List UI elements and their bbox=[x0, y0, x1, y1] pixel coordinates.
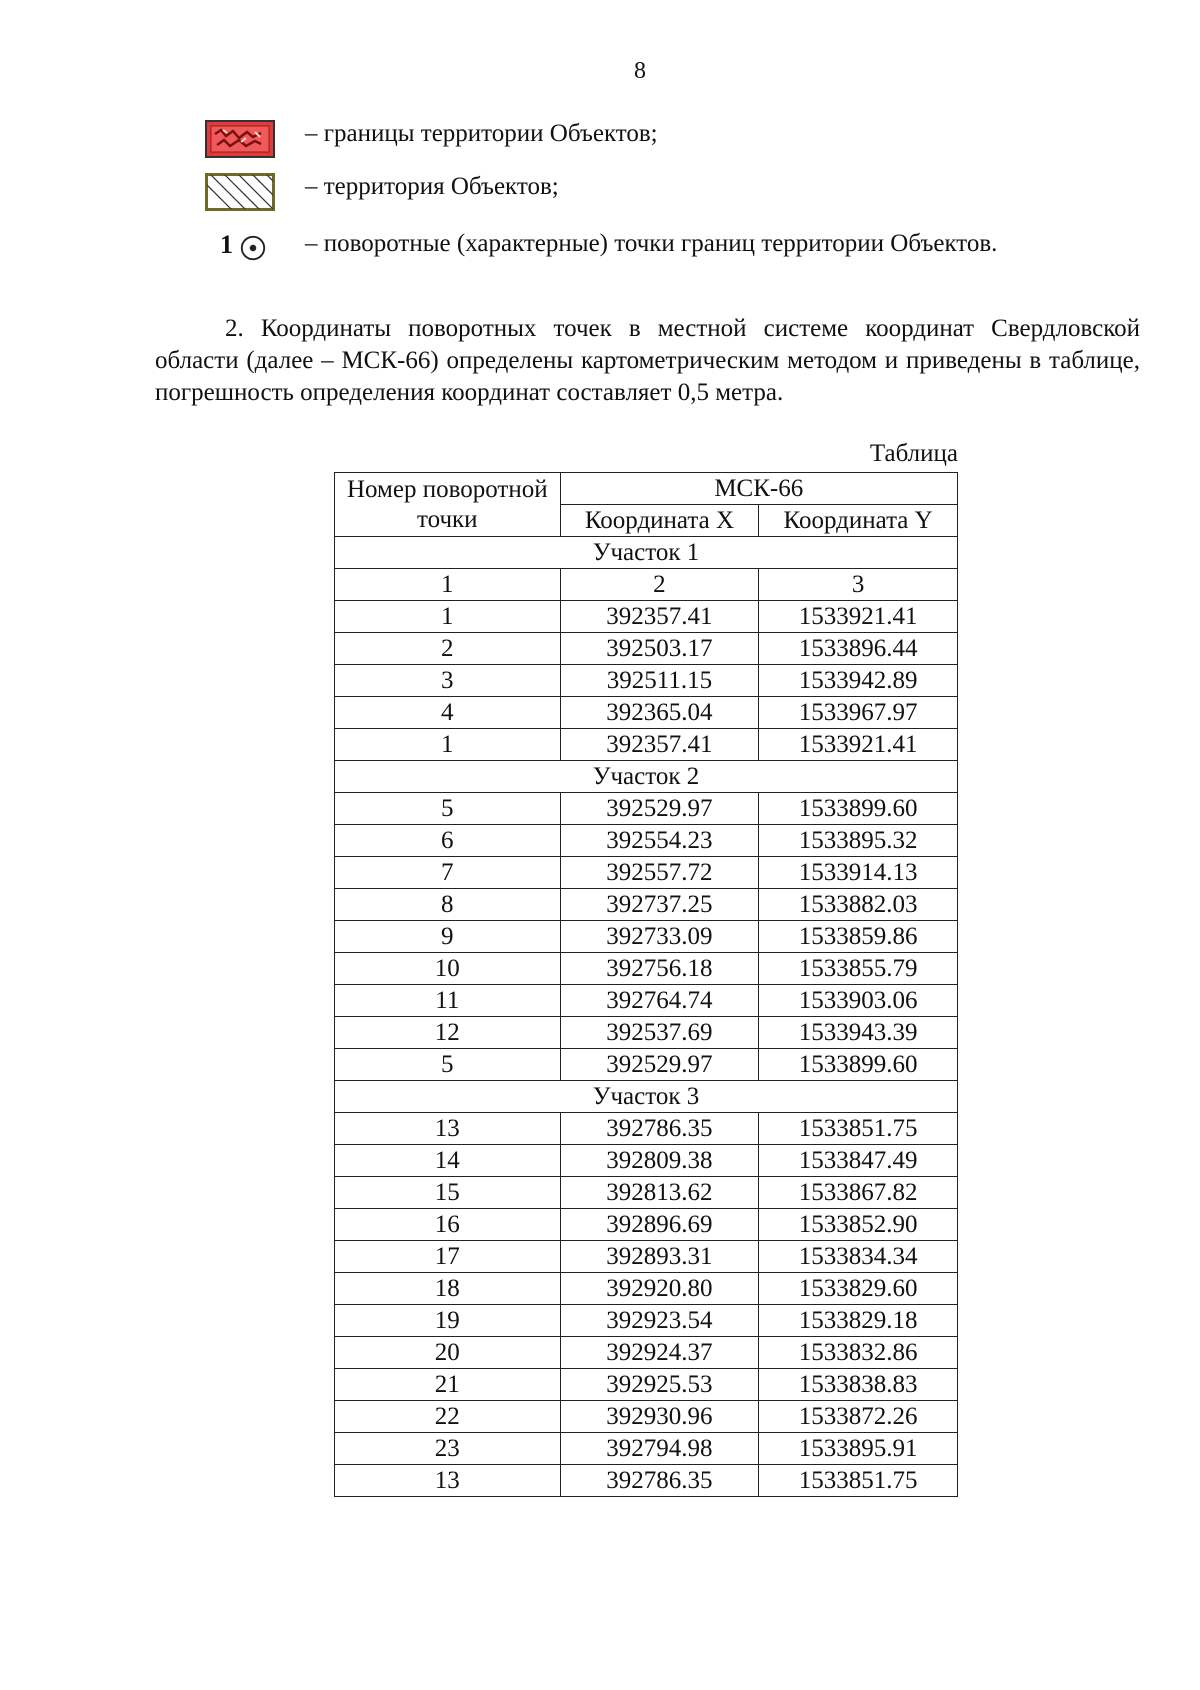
section-row bbox=[335, 761, 958, 793]
coordinates-paragraph: 2. Координаты поворотных точек в местной системе координат Свердловской области (далее – МСК-66) определены картометрическим методом и приведены в таблице, погрешность определения координат составляет 0,5 метра. bbox=[155, 315, 1140, 406]
table-row bbox=[335, 953, 958, 985]
section-title: Участок 1 bbox=[335, 537, 958, 569]
cell-coordinate-x: 392923.54 bbox=[560, 1305, 759, 1337]
cell-coordinate-x: 392357.41 bbox=[560, 601, 759, 633]
cell-point-number: 22 bbox=[335, 1401, 561, 1433]
cell-coordinate-x: 392554.23 bbox=[560, 825, 759, 857]
table-row bbox=[335, 1337, 958, 1369]
table-row bbox=[335, 1177, 958, 1209]
column-number: 1 bbox=[335, 569, 561, 601]
header-point-number: Номер поворотной точки bbox=[335, 473, 561, 537]
cell-coordinate-x: 392537.69 bbox=[560, 1017, 759, 1049]
cell-coordinate-y: 1533921.41 bbox=[759, 729, 958, 761]
cell-coordinate-x: 392925.53 bbox=[560, 1369, 759, 1401]
cell-point-number: 11 bbox=[335, 985, 561, 1017]
cell-coordinate-y: 1533914.13 bbox=[759, 857, 958, 889]
cell-coordinate-x: 392786.35 bbox=[560, 1465, 759, 1497]
header-coordinate-system: МСК-66 bbox=[560, 473, 957, 505]
cell-point-number: 12 bbox=[335, 1017, 561, 1049]
cell-coordinate-x: 392813.62 bbox=[560, 1177, 759, 1209]
legend-text-boundary: – границы территории Объектов; bbox=[305, 120, 658, 147]
table-row bbox=[335, 1273, 958, 1305]
cell-coordinate-x: 392893.31 bbox=[560, 1241, 759, 1273]
cell-point-number: 21 bbox=[335, 1369, 561, 1401]
table-row bbox=[335, 1017, 958, 1049]
cell-coordinate-x: 392529.97 bbox=[560, 1049, 759, 1081]
cell-coordinate-x: 392764.74 bbox=[560, 985, 759, 1017]
cell-coordinate-x: 392365.04 bbox=[560, 697, 759, 729]
cell-coordinate-y: 1533899.60 bbox=[759, 793, 958, 825]
table-row bbox=[335, 1049, 958, 1081]
cell-coordinate-x: 392756.18 bbox=[560, 953, 759, 985]
cell-coordinate-y: 1533872.26 bbox=[759, 1401, 958, 1433]
cell-coordinate-y: 1533899.60 bbox=[759, 1049, 958, 1081]
cell-point-number: 16 bbox=[335, 1209, 561, 1241]
table-row bbox=[335, 857, 958, 889]
cell-coordinate-x: 392557.72 bbox=[560, 857, 759, 889]
turning-point-symbol bbox=[205, 230, 275, 268]
cell-point-number: 14 bbox=[335, 1145, 561, 1177]
table-row bbox=[335, 665, 958, 697]
cell-coordinate-x: 392924.37 bbox=[560, 1337, 759, 1369]
cell-point-number: 23 bbox=[335, 1433, 561, 1465]
table-row bbox=[335, 1433, 958, 1465]
table-row bbox=[335, 1465, 958, 1497]
table-row bbox=[335, 1369, 958, 1401]
column-number: 2 bbox=[560, 569, 759, 601]
table-row bbox=[335, 1209, 958, 1241]
cell-point-number: 19 bbox=[335, 1305, 561, 1337]
cell-coordinate-x: 392503.17 bbox=[560, 633, 759, 665]
table-row bbox=[335, 889, 958, 921]
table-row bbox=[335, 729, 958, 761]
cell-coordinate-x: 392733.09 bbox=[560, 921, 759, 953]
cell-point-number: 18 bbox=[335, 1273, 561, 1305]
column-number-row bbox=[335, 569, 958, 601]
cell-point-number: 8 bbox=[335, 889, 561, 921]
cell-point-number: 17 bbox=[335, 1241, 561, 1273]
cell-coordinate-y: 1533967.97 bbox=[759, 697, 958, 729]
cell-coordinate-y: 1533851.75 bbox=[759, 1465, 958, 1497]
hatched-territory-swatch-icon bbox=[205, 173, 275, 211]
cell-coordinate-x: 392529.97 bbox=[560, 793, 759, 825]
cell-coordinate-x: 392930.96 bbox=[560, 1401, 759, 1433]
section-row bbox=[335, 537, 958, 569]
cell-coordinate-y: 1533852.90 bbox=[759, 1209, 958, 1241]
cell-coordinate-y: 1533829.18 bbox=[759, 1305, 958, 1337]
table-caption: Таблица bbox=[869, 440, 958, 467]
turning-point-label: 1 bbox=[220, 230, 233, 259]
cell-point-number: 13 bbox=[335, 1465, 561, 1497]
table-row bbox=[335, 1401, 958, 1433]
cell-point-number: 13 bbox=[335, 1113, 561, 1145]
cell-coordinate-y: 1533867.82 bbox=[759, 1177, 958, 1209]
cell-point-number: 10 bbox=[335, 953, 561, 985]
cell-coordinate-x: 392737.25 bbox=[560, 889, 759, 921]
section-title: Участок 3 bbox=[335, 1081, 958, 1113]
table-row bbox=[335, 697, 958, 729]
table-row bbox=[335, 921, 958, 953]
table-row bbox=[335, 825, 958, 857]
table-body bbox=[335, 537, 958, 1497]
cell-coordinate-x: 392357.41 bbox=[560, 729, 759, 761]
cell-coordinate-y: 1533882.03 bbox=[759, 889, 958, 921]
cell-coordinate-x: 392896.69 bbox=[560, 1209, 759, 1241]
cell-point-number: 4 bbox=[335, 697, 561, 729]
cell-coordinate-x: 392920.80 bbox=[560, 1273, 759, 1305]
cell-point-number: 9 bbox=[335, 921, 561, 953]
cell-coordinate-x: 392786.35 bbox=[560, 1113, 759, 1145]
header-coordinate-y: Координата Y bbox=[759, 505, 958, 537]
table-row bbox=[335, 1305, 958, 1337]
cell-coordinate-y: 1533851.75 bbox=[759, 1113, 958, 1145]
table-row bbox=[335, 985, 958, 1017]
table-row bbox=[335, 793, 958, 825]
cell-coordinate-y: 1533829.60 bbox=[759, 1273, 958, 1305]
table-row bbox=[335, 1145, 958, 1177]
section-title: Участок 2 bbox=[335, 761, 958, 793]
header-coordinate-x: Координата X bbox=[560, 505, 759, 537]
cell-point-number: 1 bbox=[335, 729, 561, 761]
legend-text-territory: – территория Объектов; bbox=[305, 173, 559, 200]
cell-point-number: 7 bbox=[335, 857, 561, 889]
legend-text-points: – поворотные (характерные) точки границ территории Объектов. bbox=[305, 230, 998, 257]
cell-coordinate-y: 1533895.91 bbox=[759, 1433, 958, 1465]
cell-coordinate-y: 1533943.39 bbox=[759, 1017, 958, 1049]
table-row bbox=[335, 601, 958, 633]
cell-coordinate-y: 1533921.41 bbox=[759, 601, 958, 633]
section-row bbox=[335, 1081, 958, 1113]
cell-coordinate-y: 1533855.79 bbox=[759, 953, 958, 985]
table-row bbox=[335, 1113, 958, 1145]
cell-point-number: 2 bbox=[335, 633, 561, 665]
coordinates-table bbox=[334, 472, 958, 1497]
cell-coordinate-x: 392794.98 bbox=[560, 1433, 759, 1465]
cell-coordinate-y: 1533847.49 bbox=[759, 1145, 958, 1177]
cell-point-number: 5 bbox=[335, 1049, 561, 1081]
cell-coordinate-y: 1533896.44 bbox=[759, 633, 958, 665]
cell-coordinate-y: 1533838.83 bbox=[759, 1369, 958, 1401]
column-number: 3 bbox=[759, 569, 958, 601]
turning-point-circle-icon bbox=[239, 234, 267, 262]
table-row bbox=[335, 1241, 958, 1273]
cell-coordinate-y: 1533903.06 bbox=[759, 985, 958, 1017]
cell-coordinate-y: 1533942.89 bbox=[759, 665, 958, 697]
cell-point-number: 20 bbox=[335, 1337, 561, 1369]
cell-coordinate-x: 392511.15 bbox=[560, 665, 759, 697]
cell-coordinate-x: 392809.38 bbox=[560, 1145, 759, 1177]
table-row bbox=[335, 633, 958, 665]
cell-point-number: 15 bbox=[335, 1177, 561, 1209]
page-number: 8 bbox=[634, 58, 646, 84]
cell-coordinate-y: 1533832.86 bbox=[759, 1337, 958, 1369]
cell-point-number: 6 bbox=[335, 825, 561, 857]
cell-coordinate-y: 1533859.86 bbox=[759, 921, 958, 953]
cell-point-number: 3 bbox=[335, 665, 561, 697]
red-boundary-swatch-icon bbox=[205, 120, 275, 158]
cell-coordinate-y: 1533834.34 bbox=[759, 1241, 958, 1273]
cell-point-number: 5 bbox=[335, 793, 561, 825]
cell-point-number: 1 bbox=[335, 601, 561, 633]
cell-coordinate-y: 1533895.32 bbox=[759, 825, 958, 857]
